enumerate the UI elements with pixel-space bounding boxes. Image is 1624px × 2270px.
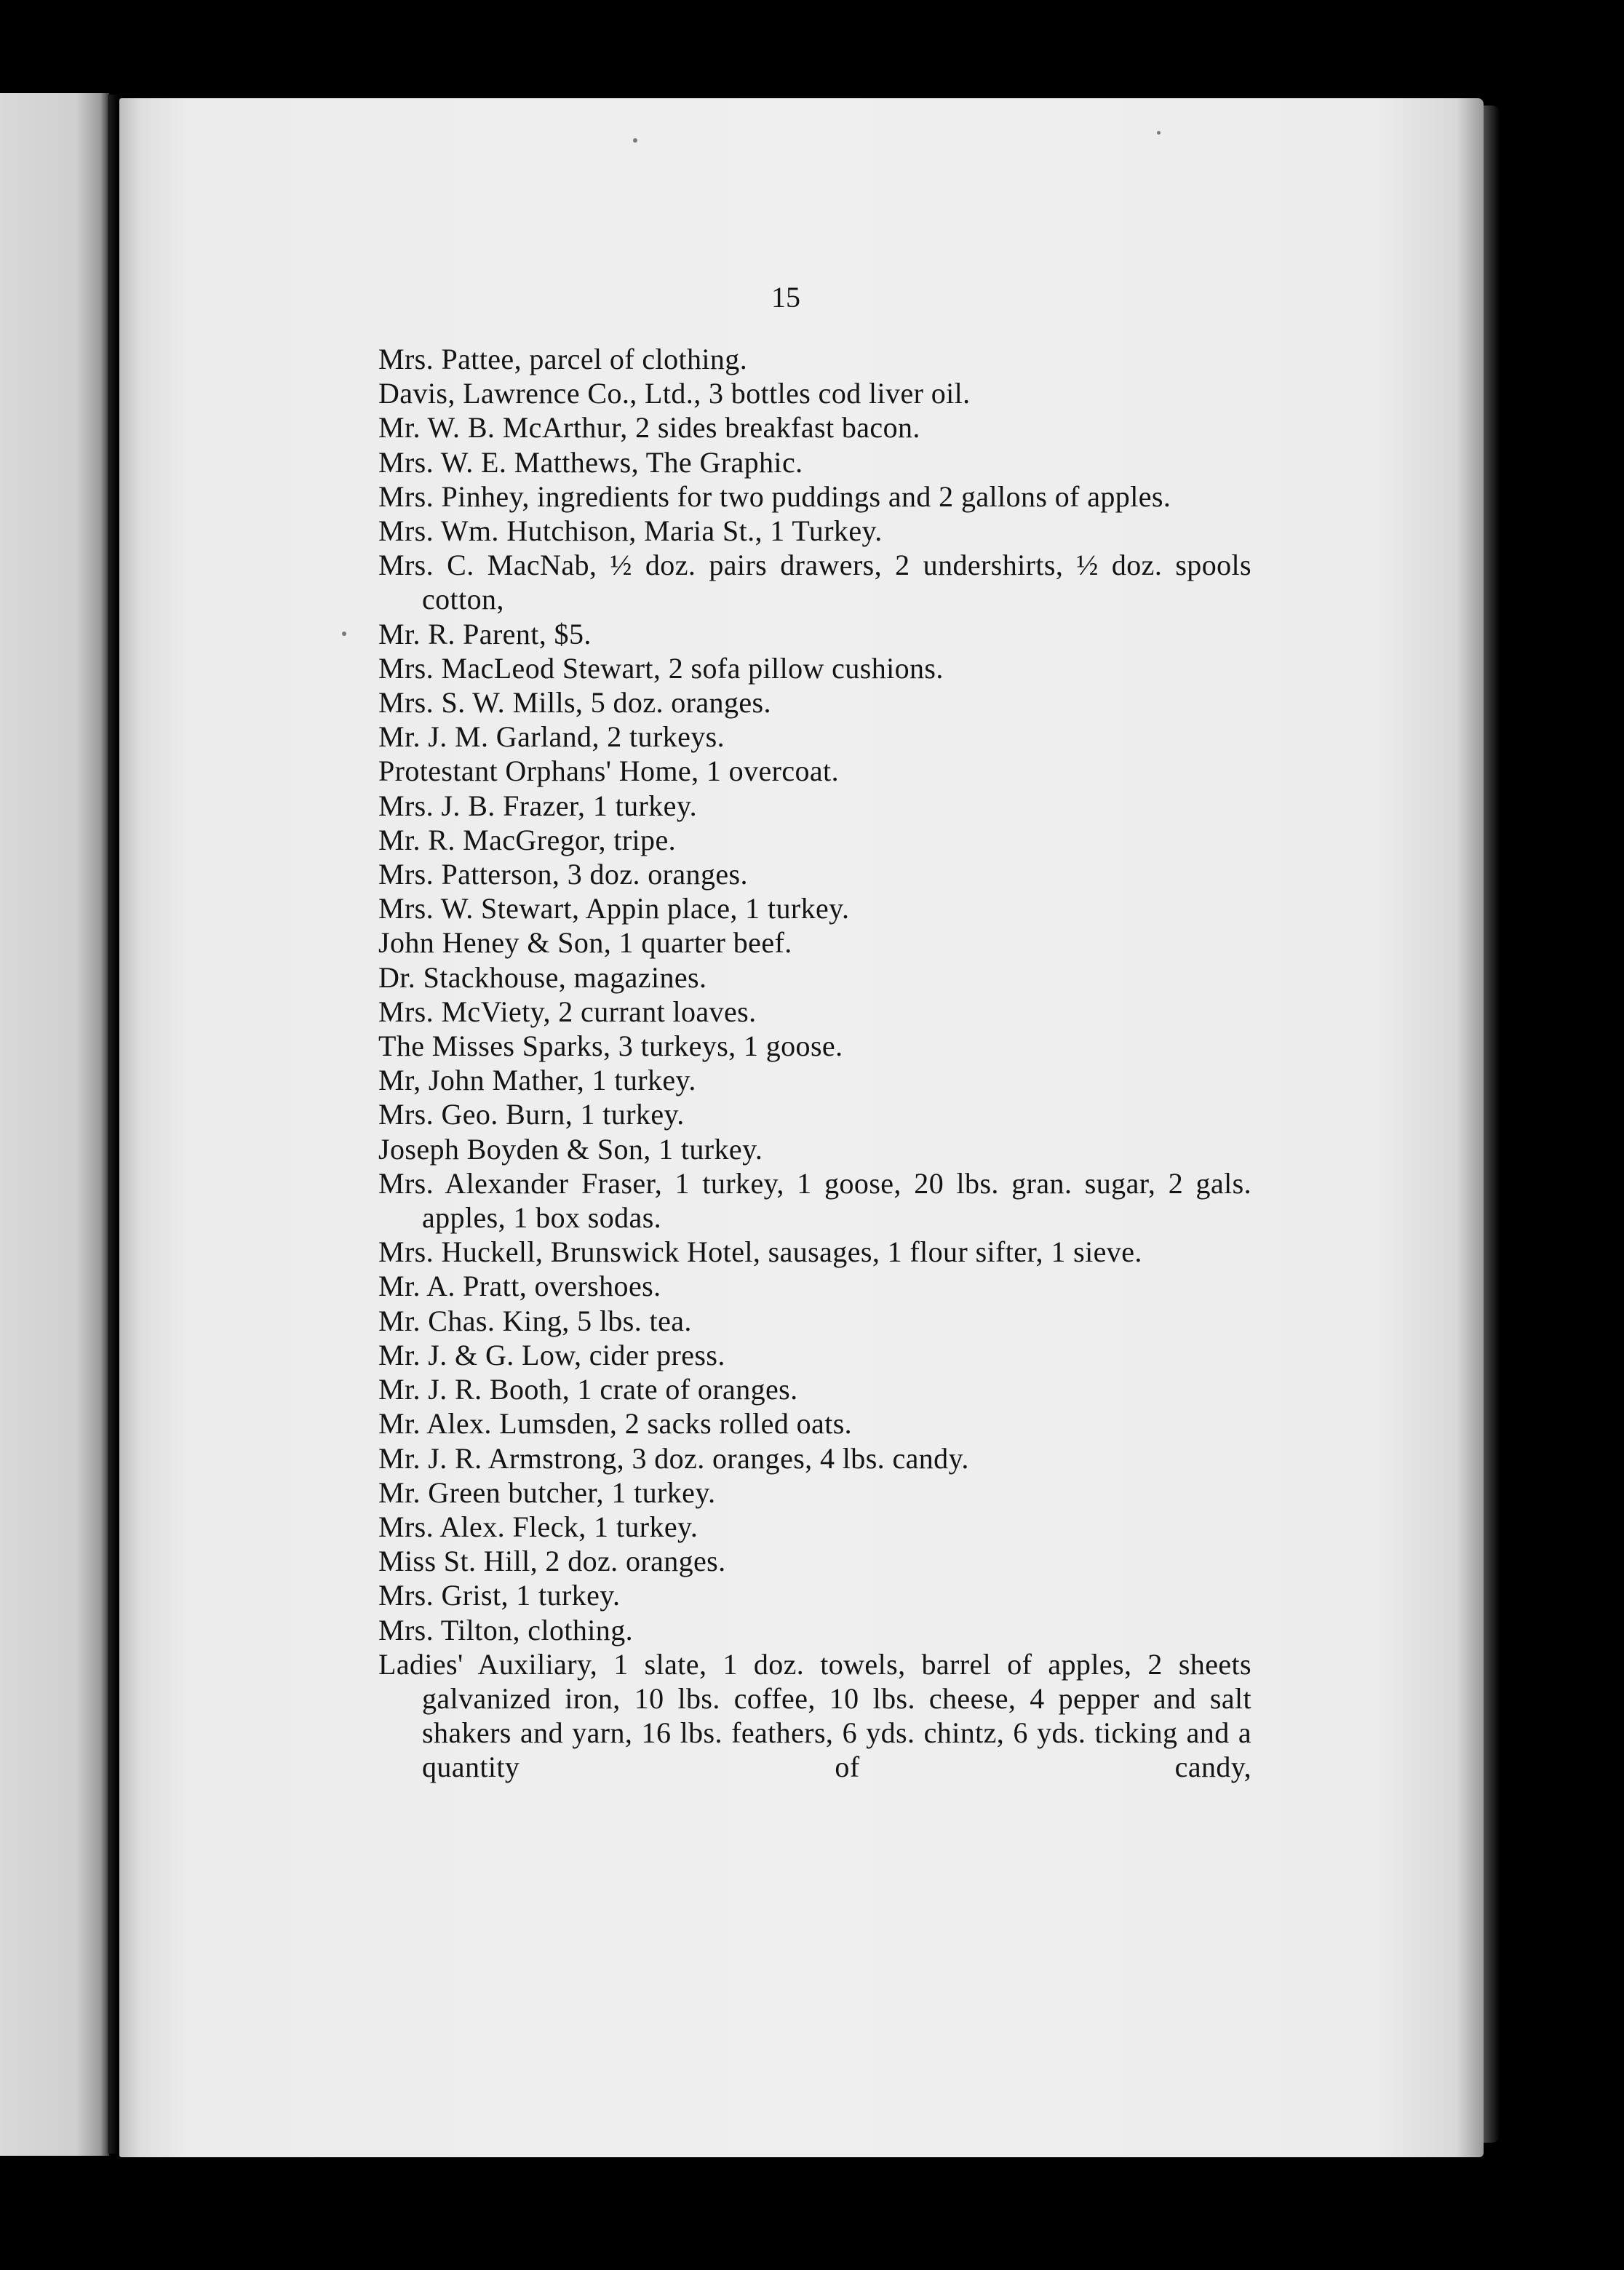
- donation-entry: Mr. J. R. Booth, 1 crate of oranges.: [378, 1373, 798, 1406]
- donation-entry: John Heney & Son, 1 quarter beef.: [378, 926, 792, 960]
- donation-entry: Mr, John Mather, 1 turkey.: [378, 1064, 696, 1097]
- donation-entry: Mrs. Alex. Fleck, 1 turkey.: [378, 1510, 698, 1543]
- donation-entry: Protestant Orphans' Home, 1 overcoat.: [378, 754, 839, 788]
- facing-page-edge: [0, 93, 109, 2156]
- donation-entry: Ladies' Auxiliary, 1 slate, 1 doz. towels, barrel of apples, 2 sheets galvanized iron, 10 lbs. coffee, 10 lbs. cheese, 4 pepper and salt shakers and yarn, 16 lbs. feathers, 6 yds. chintz, 6 yds. ticking and a quantity of candy,: [378, 1647, 1251, 1784]
- donation-entry: Mrs. MacLeod Stewart, 2 sofa pillow cushions.: [378, 651, 944, 685]
- donation-entry: Mrs. C. MacNab, ½ doz. pairs drawers, 2 undershirts, ½ doz. spools cotton,: [378, 549, 1251, 616]
- donation-list: [378, 342, 1251, 1785]
- donation-entry: Mr. R. Parent, $5.: [378, 617, 592, 650]
- donation-entry: Mr. J. M. Garland, 2 turkeys.: [378, 720, 725, 754]
- donation-entry: Mrs. Wm. Hutchison, Maria St., 1 Turkey.: [378, 514, 883, 548]
- donation-entry: Mr. J. R. Armstrong, 3 doz. oranges, 4 lbs. candy.: [378, 1441, 969, 1475]
- donation-entry: Mrs. S. W. Mills, 5 doz. oranges.: [378, 686, 771, 720]
- donation-entry: Mr. Chas. King, 5 lbs. tea.: [378, 1304, 692, 1337]
- scan-speck: [1157, 131, 1161, 135]
- donation-entry: Mrs. W. E. Matthews, The Graphic.: [378, 445, 803, 479]
- donation-entry: Mrs. Huckell, Brunswick Hotel, sausages, 1 flour sifter, 1 sieve.: [378, 1235, 1142, 1269]
- scan-speck: [633, 138, 637, 143]
- donation-entry: Miss St. Hill, 2 doz. oranges.: [378, 1545, 726, 1578]
- donation-entry: Mrs. Pattee, parcel of clothing.: [378, 343, 748, 375]
- donation-entry: Joseph Boyden & Son, 1 turkey.: [378, 1132, 763, 1166]
- donation-entry: Mrs. McViety, 2 currant loaves.: [378, 995, 757, 1028]
- scan-speck: [342, 632, 346, 636]
- donation-entry: Mrs. Alexander Fraser, 1 turkey, 1 goose, 20 lbs. gran. sugar, 2 gals. apples, 1 box sodas.: [378, 1166, 1251, 1235]
- page-number: 15: [771, 281, 800, 314]
- donation-entry: Mrs. Patterson, 3 doz. oranges.: [378, 858, 748, 891]
- donation-entry: Mr. J. & G. Low, cider press.: [378, 1338, 725, 1371]
- donation-entry: Mrs. Geo. Burn, 1 turkey.: [378, 1098, 685, 1131]
- donation-entry: The Misses Sparks, 3 turkeys, 1 goose.: [378, 1030, 843, 1063]
- donation-entry: Mrs. Tilton, clothing.: [378, 1613, 633, 1646]
- donation-entry: Mr. R. MacGregor, tripe.: [378, 823, 677, 856]
- donation-entry: Mrs. J. B. Frazer, 1 turkey.: [378, 789, 698, 822]
- donation-entry: Mr. Alex. Lumsden, 2 sacks rolled oats.: [378, 1407, 853, 1441]
- donation-entry: Mr. W. B. McArthur, 2 sides breakfast bacon.: [378, 411, 920, 445]
- donation-entry: Mr. Green butcher, 1 turkey.: [378, 1476, 716, 1509]
- donation-entry: Mrs. Grist, 1 turkey.: [378, 1579, 621, 1612]
- donation-entry: Dr. Stackhouse, magazines.: [378, 960, 707, 994]
- binding-gutter: [108, 95, 118, 2154]
- donation-entry: Mr. A. Pratt, overshoes.: [378, 1270, 661, 1303]
- donation-entry: Davis, Lawrence Co., Ltd., 3 bottles cod liver oil.: [378, 377, 971, 410]
- donation-entry: Mrs. W. Stewart, Appin place, 1 turkey.: [378, 892, 850, 925]
- donation-entry: Mrs. Pinhey, ingredients for two puddings and 2 gallons of apples.: [378, 479, 1171, 513]
